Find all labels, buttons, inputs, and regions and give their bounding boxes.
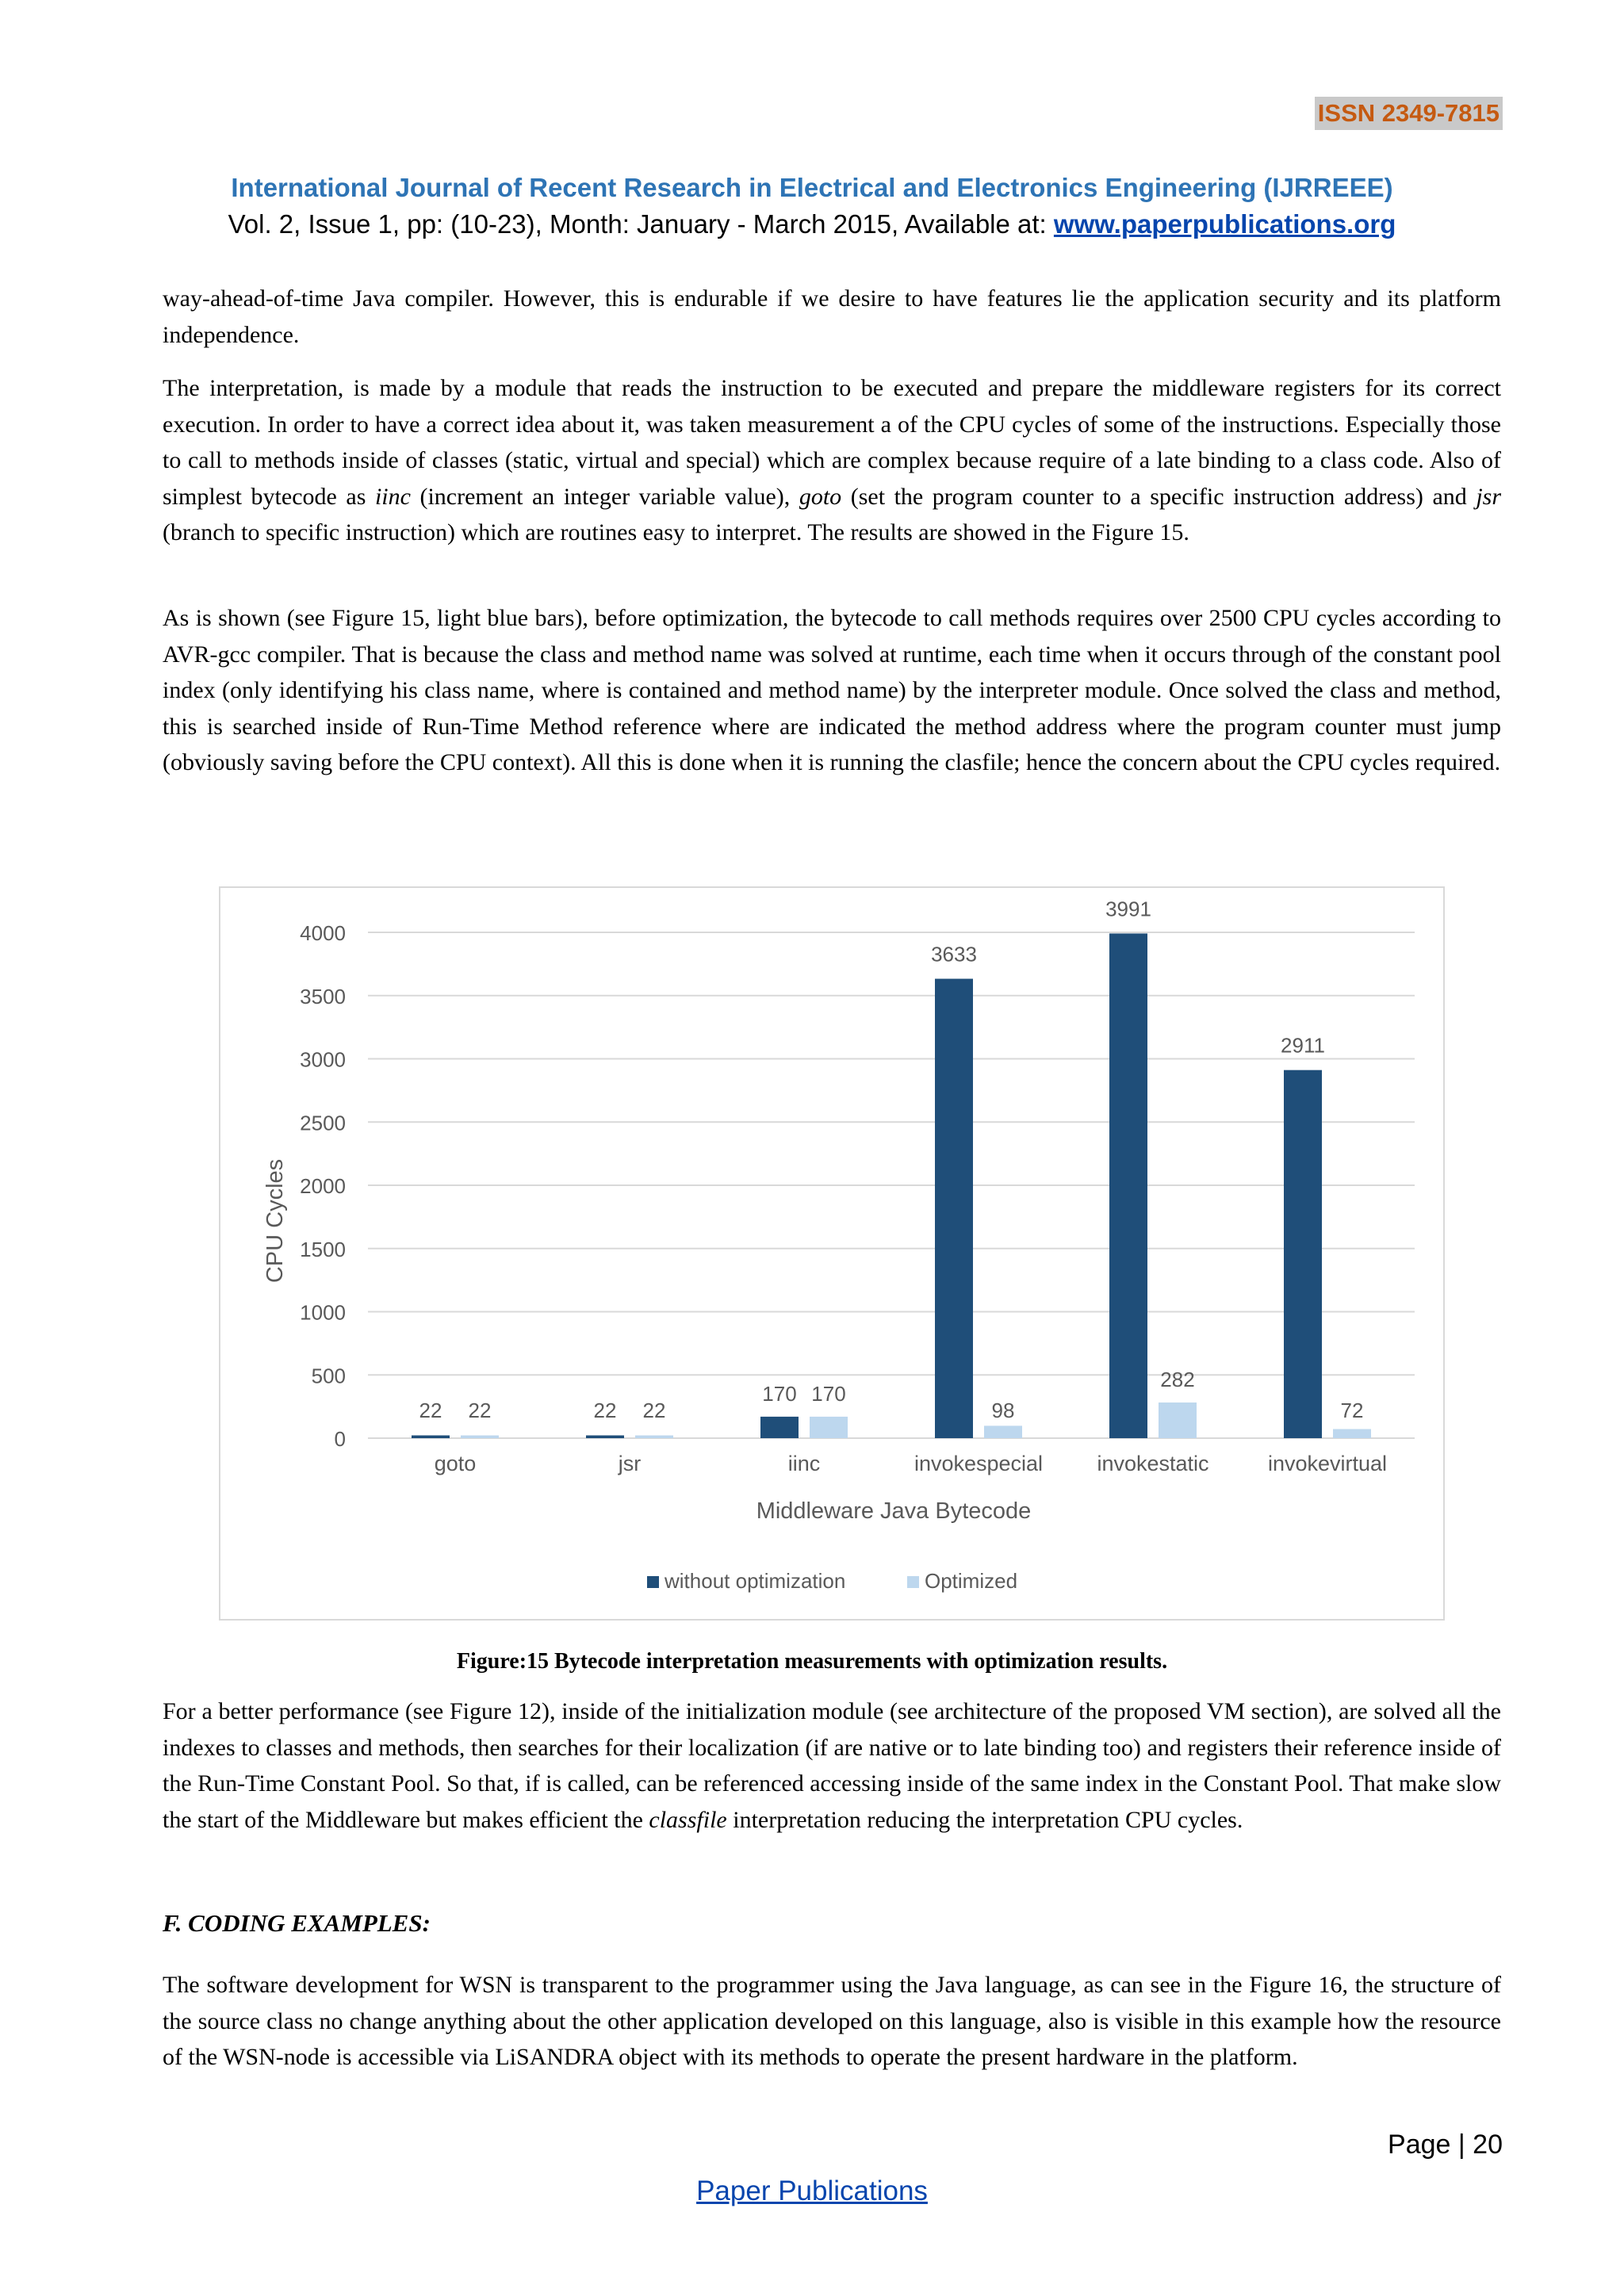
y-tick-label: 4000 (300, 921, 346, 945)
data-label: 170 (762, 1381, 797, 1406)
x-tick-label: invokevirtual (1267, 1452, 1388, 1475)
legend-swatch-without-optimization (647, 1576, 659, 1588)
bar-optimized (635, 1435, 673, 1438)
p2-text-d: (branch to specific instruction) which are routines easy to interpret. The results are showed in the Figure 15. (163, 519, 1189, 545)
legend-swatch-optimized (907, 1576, 919, 1588)
bar-without-optimization (760, 1417, 799, 1438)
data-label: 22 (468, 1399, 492, 1422)
p4-text-a: For a better performance (see Figure 12), inside of the initialization module (see architecture of the proposed VM section), are solved all the indexes to classes and methods, then searches for their localization (if are native or to late binding too) and registers their reference inside of the Run-Time Constant Pool. So that, if is called, can be referenced accessing inside of the same index in the Constant Pool. That make slow the start of the Middleware but makes efficient the (163, 1698, 1501, 1833)
paragraph-1: way-ahead-of-time Java compiler. However, this is endurable if we desire to have features lie the application security and its platform independence. (163, 285, 1501, 348)
y-axis-label: CPU Cycles (262, 1158, 288, 1284)
data-label: 72 (1340, 1399, 1364, 1422)
p2-text-b: (increment an integer variable value), (410, 483, 799, 510)
p2-goto: goto (799, 483, 842, 510)
p2-iinc: iinc (374, 483, 411, 510)
y-tick-label: 2500 (300, 1111, 346, 1135)
bar-without-optimization (412, 1435, 450, 1438)
data-label: 170 (811, 1381, 846, 1406)
bar-optimized (461, 1435, 499, 1438)
data-label: 282 (1160, 1368, 1195, 1392)
p2-text-c: (set the program counter to a specific instruction address) and (841, 483, 1477, 510)
y-tick-label: 1500 (300, 1237, 346, 1261)
p4-classfile: classfile (649, 1806, 727, 1833)
data-label: 3991 (1105, 897, 1151, 921)
figure-15-chart (219, 886, 1445, 1621)
website-link[interactable]: www.paperpublications.org (1053, 209, 1396, 239)
y-tick-label: 2000 (300, 1174, 346, 1198)
data-label: 98 (991, 1399, 1015, 1422)
chart-legend (647, 1569, 1017, 1593)
section-heading: F. CODING EXAMPLES: (163, 1909, 431, 1937)
bar-chart-svg (220, 888, 1446, 1622)
x-tick-label: invokestatic (1097, 1452, 1209, 1475)
x-tick-label: invokespecial (914, 1452, 1044, 1475)
journal-title: International Journal of Recent Research in Electrical and Electronics Engineering (IJRREEE) (231, 173, 1393, 202)
bar-optimized (1333, 1429, 1371, 1438)
x-axis-label: Middleware Java Bytecode (756, 1498, 1032, 1524)
issn-badge: ISSN 2349-7815 (1315, 97, 1503, 130)
p2-jsr: jsr (1476, 483, 1501, 510)
bar-without-optimization (586, 1435, 624, 1438)
bar-without-optimization (1109, 933, 1147, 1438)
x-tick-label: goto (434, 1452, 477, 1475)
paragraph-2 (163, 370, 1501, 551)
y-tick-label: 1000 (300, 1300, 346, 1325)
data-label: 3633 (931, 942, 977, 966)
data-label: 22 (593, 1399, 617, 1422)
bar-optimized (984, 1425, 1022, 1438)
data-label: 22 (419, 1399, 442, 1422)
y-tick-label: 3500 (300, 984, 346, 1008)
data-label: 2911 (1281, 1033, 1325, 1058)
publisher-link[interactable]: Paper Publications (696, 2175, 928, 2206)
y-tick-label: 3000 (300, 1047, 346, 1072)
bar-without-optimization (935, 979, 973, 1438)
page-number: Page | 20 (1388, 2130, 1503, 2160)
bar-optimized (1159, 1402, 1197, 1438)
y-tick-label: 0 (334, 1427, 346, 1451)
paragraph-4 (163, 1693, 1501, 1838)
p4-text-b: interpretation reducing the interpretation CPU cycles. (726, 1806, 1243, 1833)
volume-line (0, 209, 1624, 239)
legend-label-optimized: Optimized (925, 1569, 1018, 1593)
bar-optimized (810, 1417, 848, 1438)
x-tick-label: iinc (787, 1452, 821, 1475)
paragraph-5: The software development for WSN is transparent to the programmer using the Java language, as can see in the Figure 16, the structure of the source class no change anything about the other application developed on this language, also is visible in this example how the resource of the WSN-node is accessible via LiSANDRA object with its methods to operate the present hardware in the platform. (163, 1972, 1501, 2070)
x-tick-label: jsr (618, 1452, 642, 1475)
paragraph-3: As is shown (see Figure 15, light blue bars), before optimization, the bytecode to call methods requires over 2500 CPU cycles according to AVR-gcc compiler. That is because the class and method name was solved at runtime, each time when it occurs through of the constant pool index (only identifying his class name, where is contained and method name) by the interpreter module. Once solved the class and method, this is searched inside of Run-Time Method reference where are indicated the method address where the program counter must jump (obviously saving before the CPU context). All this is done when it is running the clasfile; hence the concern about the CPU cycles required. (163, 605, 1501, 775)
data-label: 22 (642, 1399, 666, 1422)
bar-without-optimization (1284, 1070, 1322, 1438)
y-tick-label: 500 (311, 1364, 346, 1388)
legend-label-without-optimization: without optimization (665, 1569, 846, 1593)
figure-caption: Figure:15 Bytecode interpretation measurements with optimization results. (456, 1649, 1168, 1674)
p2-text-a: The interpretation, is made by a module that reads the instruction to be executed and prepare the middleware registers for its correct execution. In order to have a correct idea about it, was taken measurement a of the CPU cycles of some of the instructions. Especially those to call to methods inside of classes (static, virtual and special) which are complex because require of a late binding to a class code. Also of simplest bytecode as (163, 375, 1501, 510)
volume-text: Vol. 2, Issue 1, pp: (10-23), Month: January - March 2015, Available at: (228, 209, 1054, 239)
